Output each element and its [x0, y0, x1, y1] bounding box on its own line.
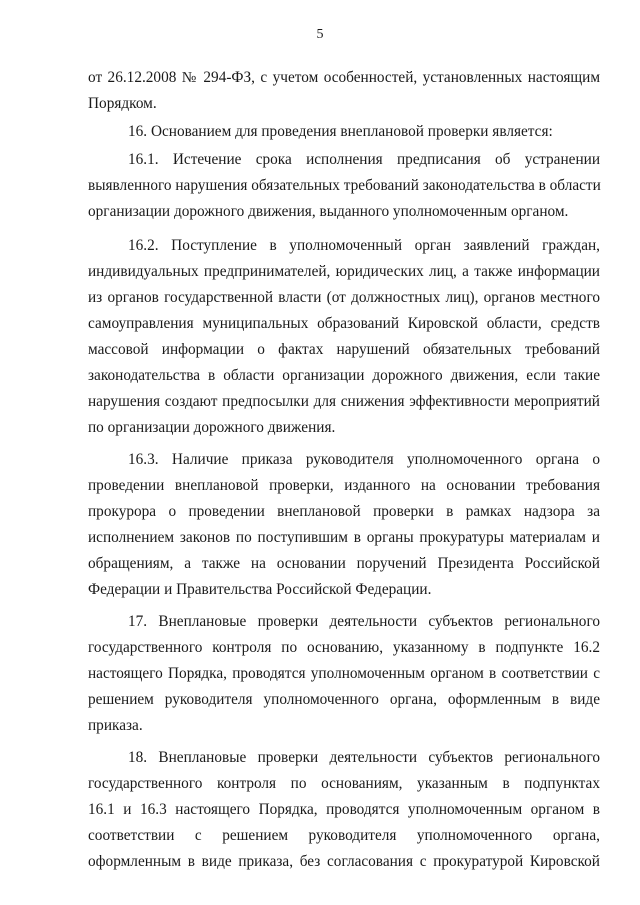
text-line: от 26.12.2008 № 294-ФЗ, с учетом особенностей, установленных настоящим: [88, 69, 600, 86]
text-line: оформленным в виде приказа, без согласования с прокуратурой Кировской: [88, 853, 600, 870]
text-line: настоящего Порядка, проводятся уполномоченным органом в соответствии с: [88, 665, 600, 682]
text-line: исполнением законов по поступившим в органы прокуратуры материалам и: [88, 529, 600, 546]
text-line: 16. Основанием для проведения внеплановой проверки является:: [128, 123, 553, 140]
text-line: законодательства в области организации дорожного движения, если такие: [88, 367, 600, 384]
text-line: самоуправления муниципальных образований Кировской области, средств: [88, 315, 600, 332]
text-line: обращениям, а также на основании поручений Президента Российской: [88, 555, 600, 572]
text-line: выявленного нарушения обязательных требований законодательства в области: [88, 177, 601, 194]
text-line: соответствии с решением руководителя уполномоченного органа,: [88, 827, 600, 844]
text-line: 18. Внеплановые проверки деятельности субъектов регионального: [128, 749, 600, 766]
text-line: приказа.: [88, 717, 143, 734]
page-number: 5: [316, 27, 324, 42]
text-line: 16.1 и 16.3 настоящего Порядка, проводятся уполномоченным органом в: [88, 801, 600, 818]
text-line: организации дорожного движения, выданного уполномоченным органом.: [88, 203, 569, 220]
text-line: по организации дорожного движения.: [88, 419, 336, 436]
text-line: государственного контроля по основаниям, указанным в подпунктах: [88, 775, 600, 792]
text-line: 16.1. Истечение срока исполнения предписания об устранении: [128, 151, 600, 168]
text-line: государственного контроля по основанию, указанному в подпункте 16.2: [88, 639, 600, 656]
text-line: индивидуальных предпринимателей, юридических лиц, а также информации: [88, 263, 600, 280]
text-line: прокурора о проведении внеплановой проверки в рамках надзора за: [88, 503, 600, 520]
text-line: 16.3. Наличие приказа руководителя уполномоченного органа о: [128, 451, 600, 468]
text-line: массовой информации о фактах нарушений обязательных требований: [88, 341, 600, 358]
text-line: из органов государственной власти (от должностных лиц), органов местного: [88, 289, 600, 306]
text-line: 17. Внеплановые проверки деятельности субъектов регионального: [128, 613, 600, 630]
text-line: нарушения создают предпосылки для снижения эффективности мероприятий: [88, 393, 600, 410]
text-line: проведении внеплановой проверки, изданного на основании требования: [88, 477, 600, 494]
document-body: [88, 65, 600, 875]
text-line: Порядком.: [88, 95, 157, 112]
text-line: 16.2. Поступление в уполномоченный орган заявлений граждан,: [128, 237, 600, 254]
text-line: Федерации и Правительства Российской Федерации.: [88, 581, 432, 598]
text-line: решением руководителя уполномоченного органа, оформленным в виде: [88, 691, 600, 708]
